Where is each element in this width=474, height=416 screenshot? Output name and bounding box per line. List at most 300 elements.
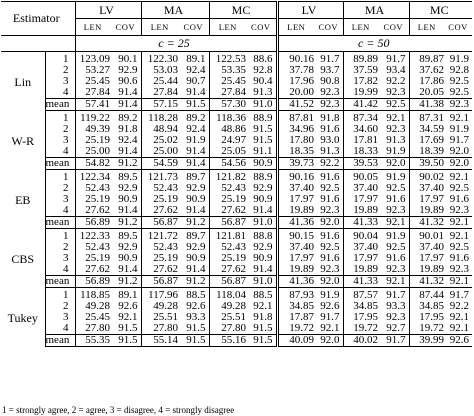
cell-len: 37.40 [343, 242, 381, 253]
cell-cov: 92.9 [186, 182, 206, 194]
cell-cov: 91.9 [186, 134, 206, 146]
cell-len: 27.62 [141, 205, 181, 217]
cell-len: 37.40 [409, 242, 447, 253]
cell-len: 25.45 [75, 76, 113, 87]
cell-len: 87.93 [277, 288, 317, 302]
cell-len: 25.19 [75, 194, 113, 205]
cell-len: 49.28 [75, 301, 113, 312]
cell-len: 17.96 [277, 76, 317, 87]
cell-cov: 92.2 [386, 75, 406, 87]
cell-len: 55.16 [209, 335, 249, 347]
cell-len: 25.19 [75, 135, 113, 146]
col-sub-cov: COV [383, 21, 403, 32]
cell-cov: 91.5 [253, 134, 273, 146]
header-row-c [1, 36, 472, 52]
col-sub-cov: COV [115, 21, 135, 32]
row-index: mean [45, 217, 75, 229]
cell-len: 53.35 [209, 65, 249, 76]
cell-len: 24.97 [209, 135, 249, 146]
row-index: 4 [45, 205, 75, 217]
row-index: 3 [45, 194, 75, 205]
estimator-name: Lin [1, 52, 45, 111]
cell-len: 25.00 [75, 146, 113, 158]
cell-len: 19.89 [343, 205, 381, 217]
row-index: 1 [45, 52, 75, 66]
cell-len: 19.72 [409, 323, 447, 335]
cell-cov: 92.5 [381, 99, 409, 111]
cell-len: 56.87 [141, 276, 181, 288]
row-index: mean [45, 335, 75, 347]
cell-len: 87.81 [277, 111, 317, 125]
row-index: 1 [45, 170, 75, 184]
cell-cov: 90.9 [253, 252, 273, 264]
cell-len: 49.28 [209, 301, 249, 312]
cell-len: 54.59 [141, 158, 181, 170]
cell-len: 39.50 [409, 158, 447, 170]
cell-cov: 91.4 [118, 86, 138, 98]
table-row [1, 229, 472, 243]
cell-cov: 92.1 [449, 311, 470, 323]
cell-len: 52.43 [75, 242, 113, 253]
cell-len: 19.99 [343, 87, 381, 99]
cell-len: 34.85 [343, 301, 381, 312]
cell-len: 27.80 [141, 323, 181, 335]
cell-len: 41.33 [343, 276, 381, 288]
cell-cov: 92.8 [449, 64, 470, 76]
cell-cov: 89.2 [118, 112, 138, 124]
col-sub-cov: COV [318, 21, 338, 32]
cell-len: 56.87 [209, 217, 249, 229]
cell-len: 27.62 [75, 264, 113, 276]
table-row-mean [1, 276, 472, 288]
cell-len: 17.82 [343, 76, 381, 87]
cell-len: 90.15 [277, 229, 317, 243]
cell-len: 17.97 [409, 253, 447, 264]
cell-len: 19.89 [409, 205, 447, 217]
cell-cov: 92.1 [381, 217, 409, 229]
cell-cov: 91.6 [386, 193, 406, 205]
cell-len: 34.59 [409, 124, 447, 135]
cell-len: 121.82 [209, 170, 249, 184]
c-label-50: c = 50 [277, 36, 472, 52]
cell-len: 87.31 [409, 111, 447, 125]
cell-len: 90.04 [343, 229, 381, 243]
cell-len: 123.09 [75, 52, 113, 66]
cell-cov: 91.4 [118, 204, 138, 216]
cell-cov: 92.1 [449, 230, 470, 242]
cell-cov: 91.8 [253, 311, 273, 323]
cell-cov: 91.7 [449, 289, 470, 301]
cell-len: 48.86 [209, 124, 249, 135]
cell-len: 56.87 [141, 217, 181, 229]
col-sub-len: LEN [277, 19, 317, 36]
cell-cov: 92.6 [320, 300, 340, 312]
cell-cov: 91.5 [118, 322, 138, 334]
cell-cov: 91.6 [320, 252, 340, 264]
cell-cov: 91.9 [386, 171, 406, 183]
cell-cov: 89.7 [186, 230, 206, 242]
cell-len: 40.09 [277, 335, 317, 347]
cell-len: 118.04 [209, 288, 249, 302]
row-index: 2 [45, 65, 75, 76]
cell-cov: 89.7 [186, 171, 206, 183]
cell-len: 20.00 [277, 87, 317, 99]
cell-cov: 90.9 [249, 158, 277, 170]
cell-cov: 90.8 [320, 75, 340, 87]
cell-cov: 91.7 [381, 335, 409, 347]
cell-len: 87.57 [343, 288, 381, 302]
col-header-lv-25: LV [75, 2, 141, 19]
cell-cov: 92.2 [449, 300, 470, 312]
row-index: 2 [45, 124, 75, 135]
cell-cov: 91.2 [113, 217, 141, 229]
cell-cov: 88.8 [253, 230, 273, 242]
cell-cov: 92.3 [386, 86, 406, 98]
cell-len: 19.89 [277, 264, 317, 276]
cell-len: 17.95 [409, 312, 447, 323]
cell-cov: 91.4 [118, 263, 138, 275]
cell-cov: 92.5 [320, 182, 340, 194]
cell-len: 54.56 [209, 158, 249, 170]
cell-cov: 91.6 [320, 193, 340, 205]
cell-cov: 91.6 [320, 171, 340, 183]
cell-cov: 92.0 [381, 158, 409, 170]
cell-len: 121.72 [141, 229, 181, 243]
row-index: 1 [45, 111, 75, 125]
estimator-name: CBS [1, 229, 45, 288]
cell-cov: 91.2 [181, 217, 209, 229]
cell-cov: 91.7 [386, 53, 406, 65]
col-header-lv-50: LV [277, 2, 343, 19]
cell-cov: 92.1 [253, 300, 273, 312]
cell-len: 19.89 [409, 264, 447, 276]
cell-cov: 91.6 [320, 230, 340, 242]
cell-len: 25.19 [209, 253, 249, 264]
cell-cov: 92.5 [449, 182, 470, 194]
cell-cov: 91.8 [118, 123, 138, 135]
cell-len: 37.78 [277, 65, 317, 76]
cell-cov: 91.2 [113, 276, 141, 288]
cell-cov: 91.7 [449, 134, 470, 146]
cell-cov: 88.9 [253, 171, 273, 183]
cell-len: 57.30 [209, 99, 249, 111]
cell-len: 37.59 [343, 65, 381, 76]
cell-cov: 91.5 [186, 322, 206, 334]
cell-len: 37.40 [277, 183, 317, 194]
cell-len: 56.87 [209, 276, 249, 288]
cell-cov: 92.1 [449, 112, 470, 124]
cell-len: 118.36 [209, 111, 249, 125]
cell-len: 37.40 [409, 183, 447, 194]
cell-len: 41.38 [409, 99, 447, 111]
row-index: mean [45, 158, 75, 170]
col-header-mc-50: MC [409, 2, 472, 19]
cell-cov: 91.3 [386, 134, 406, 146]
cell-cov: 92.1 [386, 112, 406, 124]
cell-cov: 91.4 [181, 158, 209, 170]
cell-cov: 91.4 [118, 145, 138, 157]
cell-len: 52.43 [209, 242, 249, 253]
cell-len: 37.40 [277, 242, 317, 253]
cell-len: 25.00 [141, 146, 181, 158]
table-row [1, 288, 472, 302]
cell-cov: 92.1 [447, 217, 472, 229]
col-sub-len: LEN [209, 19, 249, 36]
cell-len: 17.97 [343, 253, 381, 264]
cell-len: 34.85 [409, 301, 447, 312]
cell-cov: 91.3 [253, 86, 273, 98]
cell-cov: 92.5 [320, 241, 340, 253]
cell-len: 17.97 [277, 253, 317, 264]
cell-cov: 92.3 [386, 123, 406, 135]
cell-len: 55.14 [141, 335, 181, 347]
cell-cov: 88.5 [253, 289, 273, 301]
cell-cov: 91.0 [249, 217, 277, 229]
cell-cov: 92.9 [118, 64, 138, 76]
cell-cov: 91.5 [253, 322, 273, 334]
cell-cov: 93.0 [320, 134, 340, 146]
cell-cov: 89.1 [118, 289, 138, 301]
estimator-header: Estimator [1, 2, 75, 36]
cell-len: 122.34 [75, 170, 113, 184]
estimator-name: W-R [1, 111, 45, 170]
cell-len: 55.35 [75, 335, 113, 347]
cell-len: 19.72 [343, 323, 381, 335]
cell-cov: 90.6 [118, 75, 138, 87]
cell-cov: 92.9 [253, 182, 273, 194]
cell-cov: 91.5 [113, 335, 141, 347]
col-sub-len: LEN [343, 19, 381, 36]
row-index: 4 [45, 146, 75, 158]
c-label-25: c = 25 [75, 36, 277, 52]
cell-len: 41.52 [277, 99, 317, 111]
col-sub-len: LEN [141, 19, 181, 36]
cell-cov: 90.1 [118, 53, 138, 65]
cell-len: 39.99 [409, 335, 447, 347]
table-body [1, 52, 472, 347]
cell-len: 87.44 [409, 288, 447, 302]
cell-len: 52.43 [75, 183, 113, 194]
cell-cov: 88.5 [186, 289, 206, 301]
cell-cov: 92.3 [320, 86, 340, 98]
table-row-mean [1, 335, 472, 347]
cell-cov: 90.9 [186, 193, 206, 205]
cell-cov: 90.9 [253, 193, 273, 205]
cell-len: 118.28 [141, 111, 181, 125]
cell-len: 41.32 [409, 276, 447, 288]
table-row [1, 146, 472, 158]
cell-cov: 92.5 [386, 241, 406, 253]
cell-cov: 89.5 [118, 230, 138, 242]
cell-cov: 92.3 [386, 311, 406, 323]
cell-len: 89.89 [343, 52, 381, 66]
cell-cov: 92.7 [386, 322, 406, 334]
cell-len: 18.33 [343, 146, 381, 158]
cell-len: 27.80 [75, 323, 113, 335]
cell-cov: 90.7 [186, 75, 206, 87]
col-sub-cov: COV [251, 21, 271, 32]
cell-cov: 92.3 [320, 263, 340, 275]
cell-cov: 89.5 [118, 171, 138, 183]
cell-len: 20.05 [409, 87, 447, 99]
cell-cov: 91.4 [253, 204, 273, 216]
cell-len: 25.19 [141, 253, 181, 264]
table-row [1, 205, 472, 217]
cell-len: 19.72 [277, 323, 317, 335]
cell-len: 122.33 [75, 229, 113, 243]
cell-len: 49.28 [141, 301, 181, 312]
cell-cov: 92.0 [447, 158, 472, 170]
cell-len: 27.84 [75, 87, 113, 99]
cell-len: 27.84 [141, 87, 181, 99]
cell-cov: 91.4 [186, 86, 206, 98]
cell-cov: 91.4 [186, 263, 206, 275]
cell-len: 27.62 [209, 264, 249, 276]
cell-cov: 92.9 [253, 241, 273, 253]
cell-len: 17.87 [277, 312, 317, 323]
cell-len: 41.36 [277, 217, 317, 229]
cell-cov: 92.1 [447, 276, 472, 288]
cell-len: 53.03 [141, 65, 181, 76]
cell-cov: 91.9 [449, 53, 470, 65]
cell-len: 17.97 [343, 194, 381, 205]
cell-len: 37.40 [343, 183, 381, 194]
cell-cov: 88.9 [253, 112, 273, 124]
cell-cov: 92.9 [118, 241, 138, 253]
cell-cov: 89.1 [186, 53, 206, 65]
col-sub-len: LEN [409, 19, 447, 36]
cell-cov: 92.0 [317, 276, 343, 288]
cell-len: 17.81 [343, 135, 381, 146]
cell-cov: 92.9 [118, 182, 138, 194]
col-sub-cov: COV [183, 21, 203, 32]
cell-len: 34.96 [277, 124, 317, 135]
table-row-mean [1, 217, 472, 229]
results-table [1, 1, 472, 347]
estimator-name: EB [1, 170, 45, 229]
cell-cov: 91.6 [320, 123, 340, 135]
table-row-mean [1, 99, 472, 111]
cell-cov: 92.1 [449, 171, 470, 183]
cell-len: 25.45 [75, 312, 113, 323]
cell-len: 122.30 [141, 52, 181, 66]
cell-len: 27.62 [141, 264, 181, 276]
table-row [1, 323, 472, 335]
cell-len: 25.51 [209, 312, 249, 323]
row-index: 1 [45, 229, 75, 243]
cell-cov: 92.5 [449, 241, 470, 253]
row-index: 3 [45, 253, 75, 264]
cell-cov: 92.4 [186, 64, 206, 76]
cell-len: 122.53 [209, 52, 249, 66]
cell-len: 41.33 [343, 217, 381, 229]
col-sub-len: LEN [75, 19, 113, 36]
cell-cov: 88.6 [253, 53, 273, 65]
table-row-mean [1, 158, 472, 170]
cell-len: 17.80 [277, 135, 317, 146]
cell-cov: 91.9 [449, 123, 470, 135]
cell-cov: 92.3 [386, 204, 406, 216]
cell-len: 89.87 [409, 52, 447, 66]
cell-cov: 89.2 [186, 112, 206, 124]
cell-len: 39.73 [277, 158, 317, 170]
cell-cov: 91.5 [181, 99, 209, 111]
cell-len: 41.32 [409, 217, 447, 229]
cell-cov: 92.1 [320, 322, 340, 334]
cell-cov: 93.3 [386, 300, 406, 312]
cell-len: 118.85 [75, 288, 113, 302]
cell-cov: 91.4 [186, 204, 206, 216]
row-index: 2 [45, 183, 75, 194]
cell-cov: 91.7 [320, 311, 340, 323]
cell-len: 18.35 [277, 146, 317, 158]
cell-cov: 92.1 [118, 311, 138, 323]
col-header-ma-25: MA [141, 2, 209, 19]
cell-cov: 92.5 [449, 86, 470, 98]
cell-len: 119.22 [75, 111, 113, 125]
cell-cov: 91.2 [181, 276, 209, 288]
cell-len: 121.81 [209, 229, 249, 243]
col-header-ma-50: MA [343, 2, 409, 19]
cell-cov: 91.9 [386, 230, 406, 242]
header-row-method [1, 2, 472, 19]
cell-cov: 92.2 [317, 158, 343, 170]
cell-len: 18.39 [409, 146, 447, 158]
cell-len: 37.62 [409, 65, 447, 76]
estimator-name: Tukey [1, 288, 45, 347]
row-index: mean [45, 99, 75, 111]
cell-cov: 92.3 [447, 99, 472, 111]
cell-cov: 91.4 [113, 99, 141, 111]
table-row [1, 170, 472, 184]
cell-len: 34.60 [343, 124, 381, 135]
cell-cov: 92.0 [449, 145, 470, 157]
cell-cov: 91.3 [320, 145, 340, 157]
cell-cov: 92.4 [186, 123, 206, 135]
row-index: 1 [45, 288, 75, 302]
cell-len: 49.39 [75, 124, 113, 135]
cell-len: 25.05 [209, 146, 249, 158]
cell-len: 52.43 [141, 242, 181, 253]
cell-cov: 91.9 [386, 145, 406, 157]
cell-cov: 91.2 [113, 158, 141, 170]
cell-len: 57.41 [75, 99, 113, 111]
row-index: 3 [45, 312, 75, 323]
cell-len: 25.19 [75, 253, 113, 264]
cell-cov: 92.0 [317, 217, 343, 229]
cell-cov: 92.6 [186, 300, 206, 312]
cell-cov: 92.3 [449, 204, 470, 216]
cell-cov: 93.7 [320, 64, 340, 76]
cell-len: 52.43 [141, 183, 181, 194]
cell-len: 25.02 [141, 135, 181, 146]
cell-cov: 92.0 [317, 335, 343, 347]
cell-len: 90.01 [409, 229, 447, 243]
row-index: 2 [45, 301, 75, 312]
cell-cov: 91.1 [253, 145, 273, 157]
cell-cov: 91.7 [320, 53, 340, 65]
cell-cov: 91.4 [186, 145, 206, 157]
cell-len: 17.86 [409, 76, 447, 87]
cell-len: 25.44 [141, 76, 181, 87]
col-header-mc-25: MC [209, 2, 277, 19]
cell-len: 90.05 [343, 170, 381, 184]
row-index: mean [45, 276, 75, 288]
table-row [1, 87, 472, 99]
cell-len: 90.16 [277, 52, 317, 66]
cell-len: 34.85 [277, 301, 317, 312]
cell-cov: 92.3 [449, 263, 470, 275]
